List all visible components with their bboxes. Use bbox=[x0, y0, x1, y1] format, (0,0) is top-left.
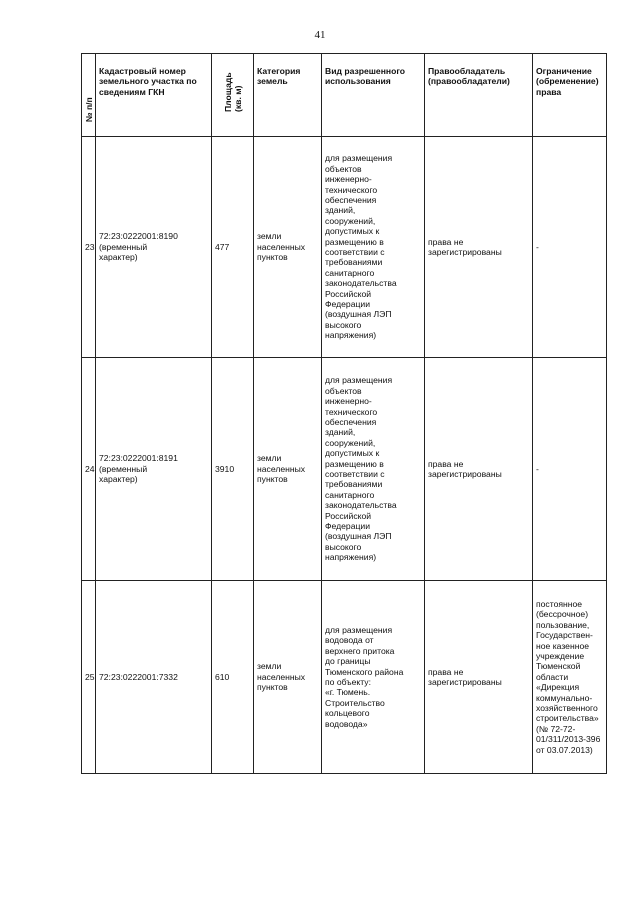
header-area-label: Площадь (кв. м) bbox=[222, 72, 243, 112]
table-row bbox=[82, 137, 607, 358]
right-holder: права не зарегистрированы bbox=[425, 358, 533, 581]
permitted-use: для размещения водовода от верхнего притока до границы Тюменского района по объекту: «г. Тюмень. Строительство кольцевого водовода» bbox=[322, 581, 425, 774]
table-row bbox=[82, 581, 607, 774]
header-category: Категория земель bbox=[254, 54, 322, 137]
restriction: - bbox=[533, 137, 607, 358]
cadastral-number: 72:23:0222001:8191 (временный характер) bbox=[96, 358, 212, 581]
header-owner: Правообладатель (правообладатели) bbox=[425, 54, 533, 137]
cadastral-number: 72:23:0222001:8190 (временный характер) bbox=[96, 137, 212, 358]
row-number: 25 bbox=[82, 581, 96, 774]
right-holder: права не зарегистрированы bbox=[425, 581, 533, 774]
header-restriction: Ограничение (обременение) права bbox=[533, 54, 607, 137]
area-value: 477 bbox=[212, 137, 254, 358]
header-use: Вид разрешенного использования bbox=[322, 54, 425, 137]
permitted-use: для размещения объектов инженерно- технического обеспечения зданий, сооружений, допустимых к размещению в соответствии с требованиями санитарного законодательства Российской Федерации (воздушная ЛЭП высокого напряжения) bbox=[322, 137, 425, 358]
area-value: 3910 bbox=[212, 358, 254, 581]
right-holder: права не зарегистрированы bbox=[425, 137, 533, 358]
header-cadastral: Кадастровый номер земельного участка по сведениям ГКН bbox=[96, 54, 212, 137]
table-header-row bbox=[82, 54, 607, 137]
header-num bbox=[82, 54, 96, 137]
land-category: земли населенных пунктов bbox=[254, 137, 322, 358]
table-row bbox=[82, 358, 607, 581]
restriction: постоянное (бессрочное) пользование, Государствен- ное казенное учреждение Тюменской области «Дирекция коммунально- хозяйственного строительства» (№ 72-72- 01/311/2013-396 от 03.07.2013) bbox=[533, 581, 607, 774]
land-category: земли населенных пунктов bbox=[254, 581, 322, 774]
header-num-label: № п/п bbox=[83, 96, 94, 122]
permitted-use: для размещения объектов инженерно- технического обеспечения зданий, сооружений, допустимых к размещению в соответствии с требованиями санитарного законодательства Российской Федерации (воздушная ЛЭП высокого напряжения) bbox=[322, 358, 425, 581]
area-value: 610 bbox=[212, 581, 254, 774]
restriction: - bbox=[533, 358, 607, 581]
page-number: 41 bbox=[314, 29, 326, 41]
cadastral-number: 72:23:0222001:7332 bbox=[96, 581, 212, 774]
row-number: 24 bbox=[82, 358, 96, 581]
header-area bbox=[212, 54, 254, 137]
row-number: 23 bbox=[82, 137, 96, 358]
land-category: земли населенных пунктов bbox=[254, 358, 322, 581]
land-plots-table bbox=[81, 53, 607, 774]
